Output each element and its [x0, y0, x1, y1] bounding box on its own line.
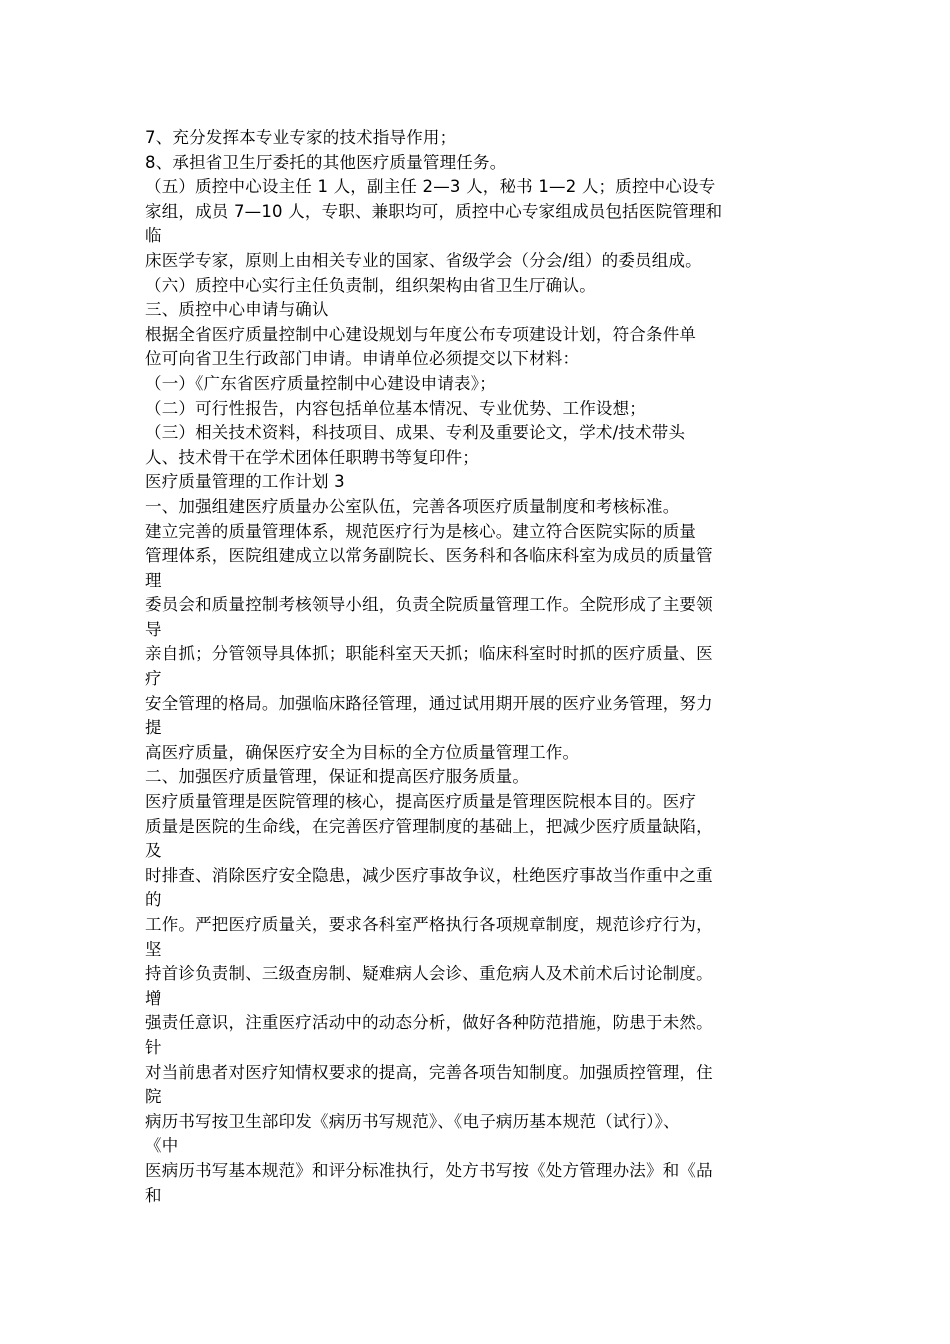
text-line: 和 — [145, 1185, 162, 1205]
text-line: 对当前患者对医疗知情权要求的提高，完善各项告知制度。加强质控管理，住 — [145, 1062, 713, 1082]
text-line: 医疗质量管理是医院管理的核心，提高医疗质量是管理医院根本目的。医疗 — [145, 792, 697, 812]
text-line: 导 — [145, 619, 162, 639]
text-line: 高医疗质量，确保医疗安全为目标的全方位质量管理工作。 — [145, 742, 580, 762]
text-line: 家组，成员 7—10 人，专职、兼职均可，质控中心专家组成员包括医院管理和 — [145, 201, 723, 221]
section-heading: 一、加强组建医疗质量办公室队伍，完善各项医疗质量制度和考核标准。 — [145, 496, 680, 516]
text-line: 增 — [145, 988, 162, 1008]
text-line: （五）质控中心设主任 1 人，副主任 2—3 人，秘书 1—2 人；质控中心设专 — [145, 177, 716, 197]
text-line: （六）质控中心实行主任负责制，组织架构由省卫生厅确认。 — [145, 275, 596, 295]
text-line: 强责任意识，注重医疗活动中的动态分析，做好各种防范措施，防患于未然。 — [145, 1013, 713, 1033]
text-line: 持首诊负责制、三级查房制、疑难病人会诊、重危病人及术前术后讨论制度。 — [145, 964, 713, 984]
text-line: 的 — [145, 890, 162, 910]
text-line: 亲自抓；分管领导具体抓；职能科室天天抓；临床科室时时抓的医疗质量、医 — [145, 644, 713, 664]
text-line: 及 — [145, 841, 162, 861]
text-line: （三）相关技术资料，科技项目、成果、专利及重要论文，学术/技术带头 — [145, 423, 686, 443]
text-line: 质量是医院的生命线，在完善医疗管理制度的基础上，把减少医疗质量缺陷， — [145, 816, 713, 836]
section-heading: 三、质控中心申请与确认 — [145, 300, 329, 320]
text-line: （二）可行性报告，内容包括单位基本情况、专业优势、工作设想； — [145, 398, 646, 418]
text-line: 8、承担省卫生厅委托的其他医疗质量管理任务。 — [145, 152, 507, 172]
text-line: 理 — [145, 570, 162, 590]
text-line: 根据全省医疗质量控制中心建设规划与年度公布专项建设计划，符合条件单 — [145, 324, 697, 344]
text-line: 7、充分发挥本专业专家的技术指导作用； — [145, 128, 457, 147]
text-line: 时排查、消除医疗安全隐患，减少医疗事故争议，杜绝医疗事故当作重中之重 — [145, 865, 713, 885]
text-line: 坚 — [145, 939, 162, 959]
document-page — [145, 126, 815, 1208]
text-line: 疗 — [145, 669, 162, 689]
text-line: 工作。严把医疗质量关，要求各科室严格执行各项规章制度，规范诊疗行为， — [145, 915, 713, 934]
text-line: 位可向省卫生行政部门申请。申请单位必须提交以下材料： — [145, 349, 580, 369]
text-line: 临 — [145, 226, 162, 246]
text-line: 院 — [145, 1087, 162, 1107]
text-line: 病历书写按卫生部印发《病历书写规范》、《电子病历基本规范（试行）》、 — [145, 1111, 680, 1131]
text-line: 安全管理的格局。加强临床路径管理，通过试用期开展的医疗业务管理，努力 — [145, 693, 713, 713]
text-line: 委员会和质量控制考核领导小组，负责全院质量管理工作。全院形成了主要领 — [145, 595, 713, 615]
text-line: 管理体系，医院组建成立以常务副院长、医务科和各临床科室为成员的质量管 — [145, 546, 713, 566]
text-line: 针 — [145, 1037, 162, 1057]
text-line: 人、技术骨干在学术团体任职聘书等复印件； — [145, 447, 479, 467]
section-heading: 二、加强医疗质量管理，保证和提高医疗服务质量。 — [145, 767, 530, 787]
text-line: 建立完善的质量管理体系，规范医疗行为是核心。建立符合医院实际的质量 — [145, 521, 697, 541]
text-line: 医病历书写基本规范》和评分标准执行，处方书写按《处方管理办法》和《品 — [145, 1160, 713, 1180]
text-line: 《中 — [145, 1136, 179, 1156]
text-line: 床医学专家，原则上由相关专业的国家、省级学会（分会/组）的委员组成。 — [145, 250, 702, 270]
text-line: （一）《广东省医疗质量控制中心建设申请表》； — [145, 373, 496, 393]
text-line: 提 — [145, 718, 162, 738]
section-heading: 医疗质量管理的工作计划 3 — [145, 472, 345, 492]
